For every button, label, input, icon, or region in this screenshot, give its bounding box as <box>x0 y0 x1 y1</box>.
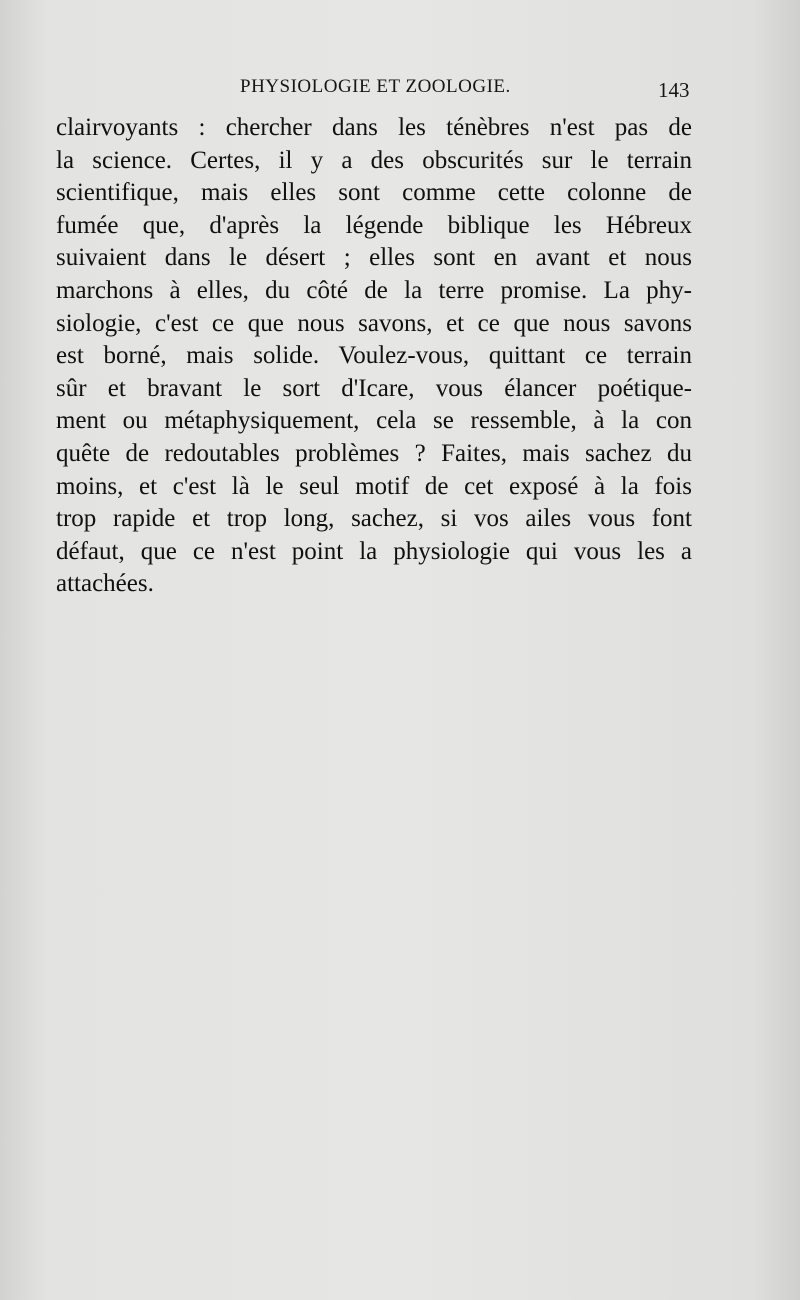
text-line: clairvoyants : chercher dans les ténèbres n'est pas de <box>56 114 692 141</box>
text-line: sûr et bravant le sort d'Icare, vous élancer poétique- <box>56 374 692 402</box>
text-line: défaut, que ce n'est point la physiologie qui vous les a <box>56 537 692 565</box>
text-line: moins, et c'est là le seul motif de cet exposé à la fois <box>56 472 692 500</box>
text-line: trop rapide et trop long, sachez, si vos ailes vous font <box>56 505 692 533</box>
text-line: siologie, c'est ce que nous savons, et ce que nous savons <box>56 309 692 337</box>
text-line: scientifique, mais elles sont comme cette colonne de <box>56 179 692 207</box>
running-head: PHYSIOLOGIE ET ZOOLOGIE. <box>240 76 511 97</box>
text-line: quête de redoutables problèmes ? Faites, mais sachez du <box>56 439 692 467</box>
text-line: ment ou métaphysiquement, cela se ressemble, à la con <box>56 407 692 435</box>
body-paragraph <box>56 112 692 601</box>
text-line: la science. Certes, il y a des obscurités sur le terrain <box>56 146 692 174</box>
text-line: est borné, mais solide. Voulez-vous, quittant ce terrain <box>56 342 692 370</box>
text-line: attachées. <box>56 570 154 598</box>
text-line: fumée que, d'après la légende biblique les Hébreux <box>56 211 692 239</box>
page-number: 143 <box>658 78 690 102</box>
page-header <box>0 76 800 106</box>
text-line: suivaient dans le désert ; elles sont en avant et nous <box>56 244 692 272</box>
text-line: marchons à elles, du côté de la terre promise. La phy- <box>56 276 692 304</box>
